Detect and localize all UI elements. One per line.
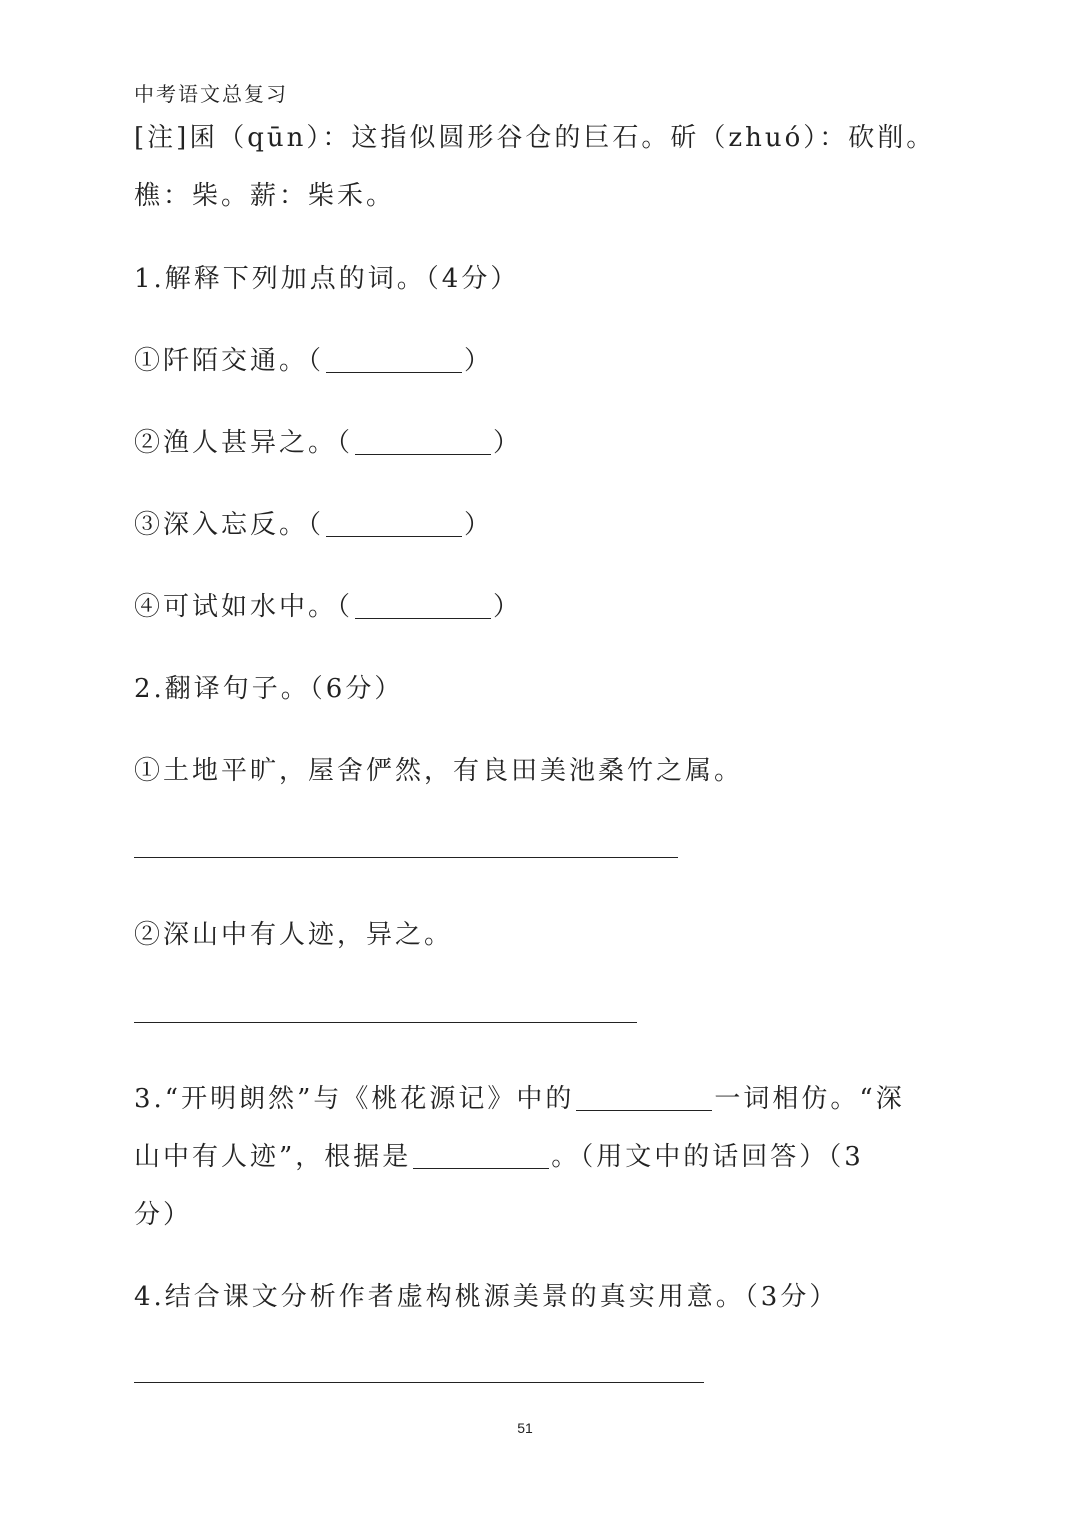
note-line-1: [注]囷（qūn）：这指似圆形谷仓的巨石。斫（zhuó）：砍削。 [134, 123, 936, 153]
answer-blank[interactable] [355, 428, 491, 455]
item-text: ②渔人甚异之。 [134, 428, 338, 458]
page-header: 中考语文总复习 [134, 82, 288, 106]
question-3-line-2: 山中有人迹”，根据是 。（用文中的话回答）（3 [134, 1142, 864, 1172]
question-1-item: ②渔人甚异之。（ ） [134, 428, 523, 458]
question-1-item: ①阡陌交通。（ ） [134, 346, 494, 376]
answer-line[interactable] [134, 857, 678, 858]
question-1-item: ④可试如水中。（ ） [134, 592, 523, 622]
item-text: ①阡陌交通。 [134, 346, 309, 376]
question-4-title: 4.结合课文分析作者虚构桃源美景的真实用意。（3分） [134, 1282, 839, 1312]
answer-blank[interactable] [355, 592, 491, 619]
answer-blank[interactable] [413, 1142, 549, 1169]
item-text: ③深入忘反。 [134, 510, 309, 540]
note-line-2: 樵：柴。薪：柴禾。 [134, 181, 396, 211]
question-2-title: 2.翻译句子。（6分） [134, 674, 404, 704]
question-3-line-1: 3.“开明朗然”与《桃花源记》中的 一词相仿。“深 [134, 1084, 905, 1114]
page-number: 51 [517, 1420, 533, 1436]
answer-line[interactable] [134, 1382, 704, 1383]
answer-blank[interactable] [326, 346, 462, 373]
question-1-item: ③深入忘反。（ ） [134, 510, 494, 540]
question-2-item: ①土地平旷，屋舍俨然，有良田美池桑竹之属。 [134, 756, 744, 786]
question-3-line-3: 分） [134, 1200, 193, 1230]
item-text: ④可试如水中。 [134, 592, 338, 622]
answer-blank[interactable] [576, 1084, 712, 1111]
answer-line[interactable] [134, 1022, 637, 1023]
question-1-title: 1.解释下列加点的词。（4分） [134, 264, 520, 294]
question-2-item: ②深山中有人迹，异之。 [134, 920, 454, 950]
answer-blank[interactable] [326, 510, 462, 537]
